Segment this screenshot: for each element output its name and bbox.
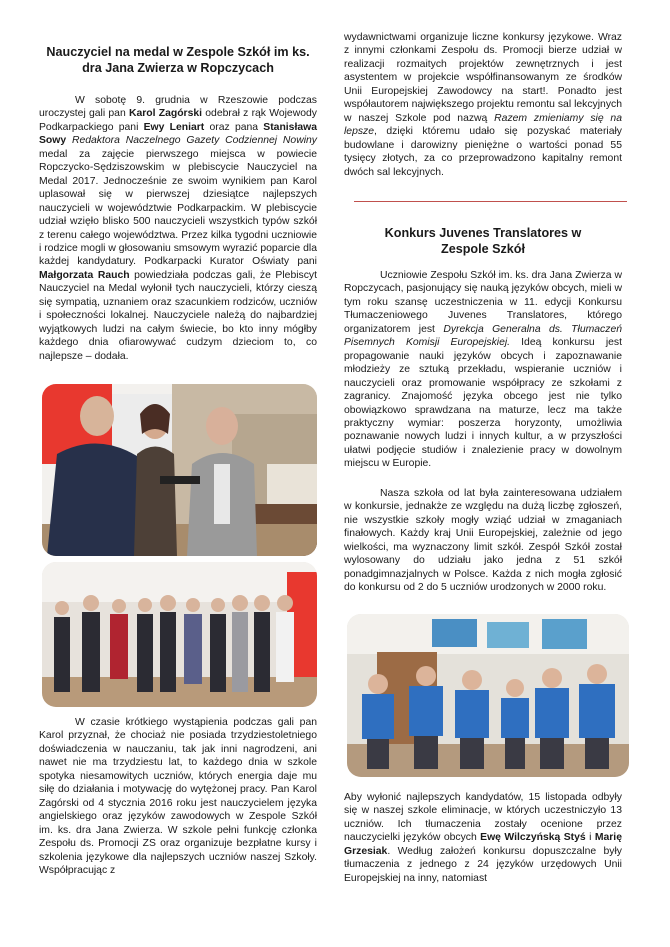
- italic-phrase: Dyrekcja Generalna ds. Tłumaczeń Pisemnych Komisji Europejskiej.: [344, 323, 622, 349]
- text-run: oraz pana: [204, 121, 264, 133]
- bold-name: Ewy Leniart: [143, 121, 205, 133]
- article1-paragraph-3: [344, 31, 622, 179]
- award-presentation-illustration: [42, 384, 317, 556]
- italic-phrase: Razem zmieniamy się na lepsze: [344, 112, 622, 138]
- italic-phrase: Redaktora Naczelnego Gazety Codziennej Nowiny: [71, 135, 317, 147]
- bold-name: Karol Zagórski: [128, 108, 203, 120]
- students-illustration: [347, 614, 629, 777]
- students-group-photo: [347, 614, 629, 777]
- article2-paragraph-3: [344, 791, 622, 885]
- award-winners-group-photo: [42, 562, 317, 707]
- text-run: odebrał z rąk Wojewody Podkarpackiego pani: [39, 108, 317, 133]
- text-run: medal za zajęcie pierwszego miejsca w powiecie Ropczycko-Sędziszowskim w plebiscycie Nauczyciel na Medal 2017. Jednocześnie ze swoim wynikiem pan Karol uplasował się w pierwszej dziesiątce najlepszych nauczycieli w województwie Podkarpackim. W plebiscycie udział wzięło blisko 500 nauczycieli wszystkich typów szkół z terenu całego województwa. Przez kilka tygodni uczniowie i rodzice mogli w głosowaniu smsowym wyrazić poparcie dla każdej kandydatury. Podkarpacki Kurator Oświaty pani: [39, 148, 317, 268]
- article1-paragraph-1: [39, 94, 317, 363]
- article2-paragraph-1: [344, 269, 622, 471]
- text-run: , dzięki któremu udało się pozyskać materiały budowlane i darowizny pieniężne o wartości ponad 55 tysięcy złotych, za co przeprowadzono kapitalny remont dwóch sal lekcyjnych.: [344, 126, 622, 178]
- text-run: powiedziała podczas gali, że Plebiscyt Nauczyciel na Medal wyłonił tych nauczycieli, którzy cieszą się sympatią, uznaniem oraz szacunkiem rodziców, uczniów i społeczności lokalnej. Nauczyciele należą do najbardziej wyjątkowych ludzi na całym świecie, bo kto inny mógłby każdego dnia ofiarowywać cudzym dzieciom to, co najlepsze – dodała.: [39, 269, 317, 362]
- bold-name: Stanisława Sowy: [39, 121, 317, 147]
- text-run: W sobotę 9. grudnia w Rzeszowie podczas uroczystej gali pan: [39, 95, 317, 120]
- text-run: Uczniowie Zespołu Szkół im. ks. dra Jana Zwierza w Ropczycach, pasjonujący się nauką języków obcych, mieli w tym roku szansę uczestniczenia w 11. edycji Konkursu Tłumaczeniowego Juvenes Translatores, którego organizatorem jest: [344, 270, 622, 335]
- award-presentation-photo: [42, 384, 317, 556]
- bold-name: Ewę Wilczyńską Styś: [480, 832, 586, 844]
- text-run: i: [585, 832, 595, 844]
- text-run: . Według założeń konkursu dopuszczalne były tłumaczenia z jednego z 24 języków urzędowych Unii Europejskiej na inny, natomiast: [344, 845, 622, 884]
- bold-name: Małgorzata Rauch: [39, 269, 130, 281]
- text-run: wydawnictwami organizuje liczne konkursy językowe. Wraz z innymi członkami Zespołu ds. Promocji bierze udział w realizacji rozmaitych projektów zewnętrznych i jest asystentem w projekcie współfinansowanym ze środków Unii Europejskiej Zawodowcy na start!. Ponadto jest współautorem największego projektu remontu sal lekcyjnych w naszej Szkole pod nazwą: [344, 32, 622, 124]
- section-divider: [354, 201, 627, 202]
- award-winners-illustration: [42, 562, 317, 707]
- text-run: Aby wyłonić najlepszych kandydatów, 15 listopada odbyły się w naszej szkole eliminacje, w których uczestniczyło 13 uczniów. Ich tłumaczenia zostały ocenione przez nauczycielki języków obcych: [344, 792, 622, 844]
- article2-paragraph-2: Nasza szkoła od lat była zainteresowana udziałem w konkursie, jednakże ze względu na dużą liczbę zgłoszeń, nie wszystkie szkoły mogły wziąć udział w zmaganiach finałowych. Każdy kraj Unii Europejskiej, zależnie od jego wielkości, ma wyznaczony limit szkół. Zespół Szkół został wylosowany do udziału jako jedna z 51 szkół ponadgimnazjalnych w Polsce. Każda z nich mogła zgłosić do konkursu od 2 do 5 uczniów urodzonych w 2000 roku.: [344, 488, 622, 594]
- text-run: Ideą konkursu jest propagowanie nauki języków obcych i zapoznawanie młodzieży ze sztuką przekładu, wspieranie uczniów i nauczycieli oraz promowanie współpracy ze szkołami z zagranicy. Znajomość języka obcego jest nie tylko obowiązkowo sprawdzana na maturze, lecz ma także praktyczny wymiar: poszerza horyzonty, umożliwia poznawanie nowych ludzi i innych kultur, a w przyszłości ułatwi podjęcie studiów i znalezienie pracy w dowolnym miejscu w Europie.: [344, 337, 622, 470]
- article1-title: Nauczyciel na medal w Zespole Szkół im ks. dra Jana Zwierza w Ropczycach: [46, 45, 310, 75]
- article1-paragraph-2: W czasie krótkiego wystąpienia podczas gali pan Karol przyznał, że chociaż nie posiada trzydziestoletniego doświadczenia w nauczaniu, tak jak inni nagrodzeni, ani nawet nie ma trzydziestu lat, to każdego dnia w szkole spotyka niesamowitych uczniów, których energia daje mu siłę do działania i motywację do wytężonej pracy. Pan Karol Zagórski od 4 stycznia 2016 roku jest nauczycielem języka angielskiego oraz języków zawodowych w Zespole Szkół im. ks. dra Jana Zwierza. W szkole pełni funkcję członka Zespołu ds. Promocji ZS oraz organizuje bezpłatne kursy i szkolenia językowe dla najlepszych uczniów naszej Szkoły. Współpracując z: [39, 717, 317, 876]
- bold-name: Marię Grzesiak: [344, 832, 622, 857]
- article2-title: Konkurs Juvenes Translatores w Zespole Szkół: [384, 226, 582, 256]
